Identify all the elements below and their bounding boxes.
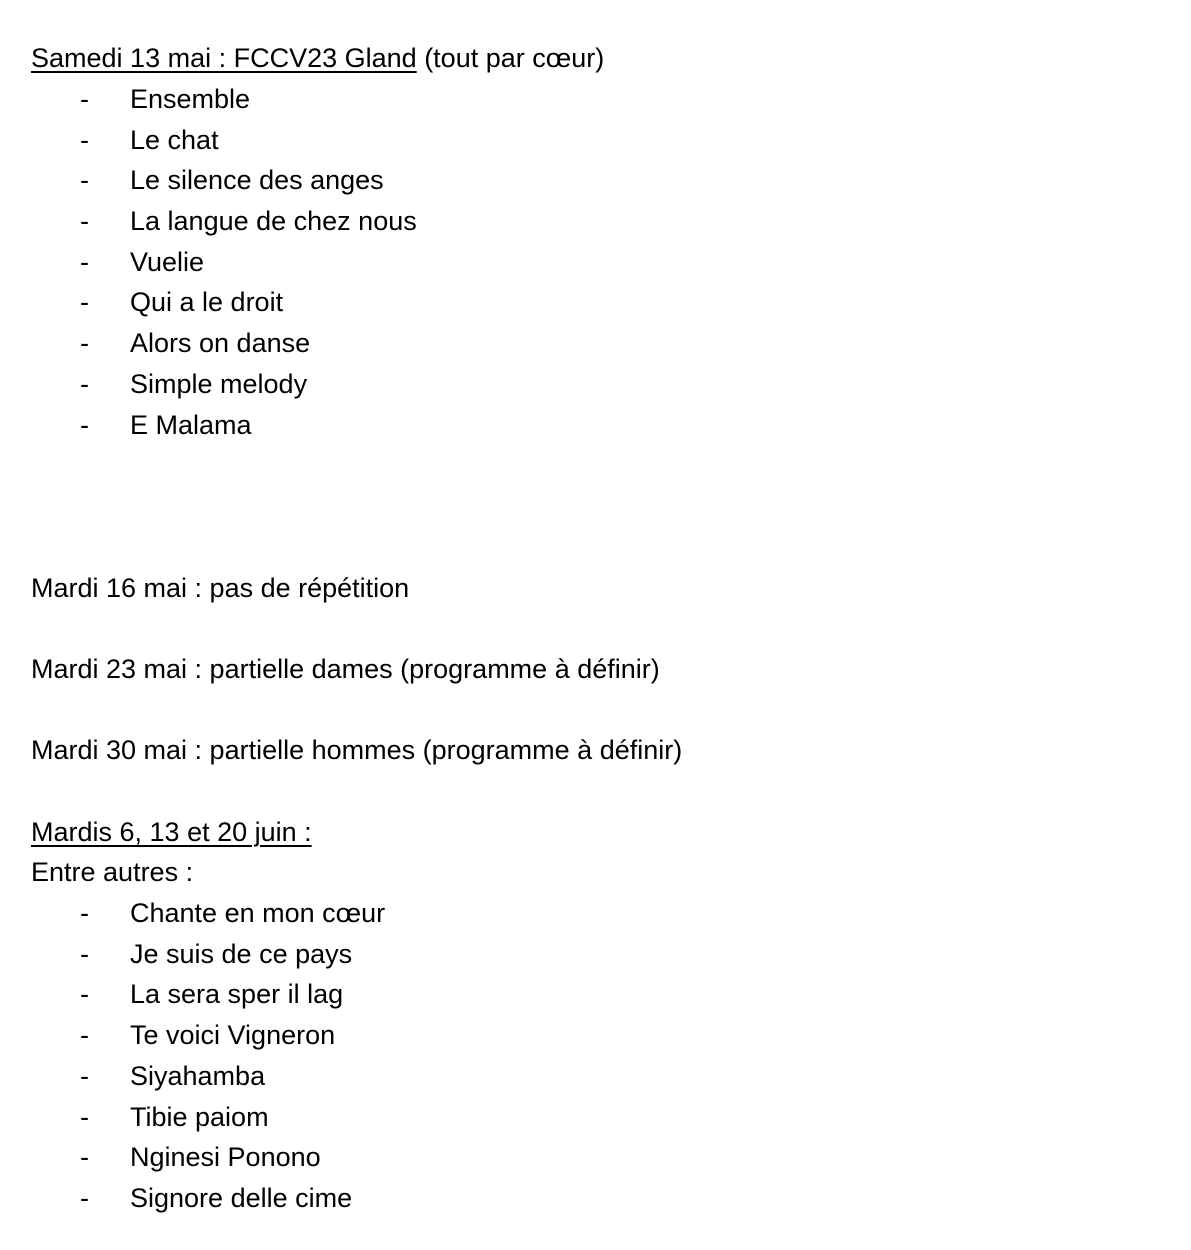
list-item-text: Le chat — [130, 125, 219, 155]
bullet-dash: - — [80, 1061, 89, 1091]
list-item-text: La langue de chez nous — [130, 206, 417, 236]
bullet-dash: - — [80, 287, 89, 317]
bullet-dash: - — [80, 1142, 89, 1172]
bullet-dash: - — [80, 328, 89, 358]
bullet-dash: - — [80, 939, 89, 969]
bullet-dash: - — [80, 1020, 89, 1050]
list-item-text: Simple melody — [130, 369, 308, 399]
list-item-text: Ensemble — [130, 84, 251, 114]
list-item-text: La sera sper il lag — [130, 979, 344, 1009]
note-line: Mardi 23 mai : partielle dames (programme à définir) — [31, 654, 660, 684]
section-subheading: Entre autres : — [31, 857, 194, 887]
note-line: Mardi 16 mai : pas de répétition — [31, 573, 410, 603]
note-line: Mardi 30 mai : partielle hommes (programme à définir) — [31, 735, 683, 765]
list-item-text: Signore delle cime — [130, 1183, 353, 1213]
bullet-dash: - — [80, 979, 89, 1009]
bullet-dash: - — [80, 410, 89, 440]
section-heading-samedi — [31, 42, 604, 74]
bullet-dash: - — [80, 247, 89, 277]
bullet-dash: - — [80, 125, 89, 155]
bullet-dash: - — [80, 369, 89, 399]
bullet-dash: - — [80, 898, 89, 928]
list-item-text: Alors on danse — [130, 328, 311, 358]
list-item-text: Le silence des anges — [130, 165, 384, 195]
bullet-dash: - — [80, 1102, 89, 1132]
list-item-text: Te voici Vigneron — [130, 1020, 336, 1050]
list-item-text: Chante en mon cœur — [130, 898, 386, 928]
section-heading-juin — [31, 816, 312, 848]
bullet-dash: - — [80, 84, 89, 114]
list-item-text: Nginesi Ponono — [130, 1142, 321, 1172]
heading-underlined-text: Mardis 6, 13 et 20 juin : — [31, 817, 312, 847]
bullet-dash: - — [80, 206, 89, 236]
bullet-dash: - — [80, 165, 89, 195]
list-item-text: Vuelie — [130, 247, 205, 277]
list-item-text: Je suis de ce pays — [130, 939, 353, 969]
list-item-text: Siyahamba — [130, 1061, 266, 1091]
heading-note-text: (tout par cœur) — [416, 43, 605, 73]
heading-underlined-text: Samedi 13 mai : FCCV23 Gland — [31, 43, 417, 73]
list-item-text: Qui a le droit — [130, 287, 284, 317]
list-item-text: E Malama — [130, 410, 252, 440]
list-item-text: Tibie paiom — [130, 1102, 269, 1132]
bullet-dash: - — [80, 1183, 89, 1213]
